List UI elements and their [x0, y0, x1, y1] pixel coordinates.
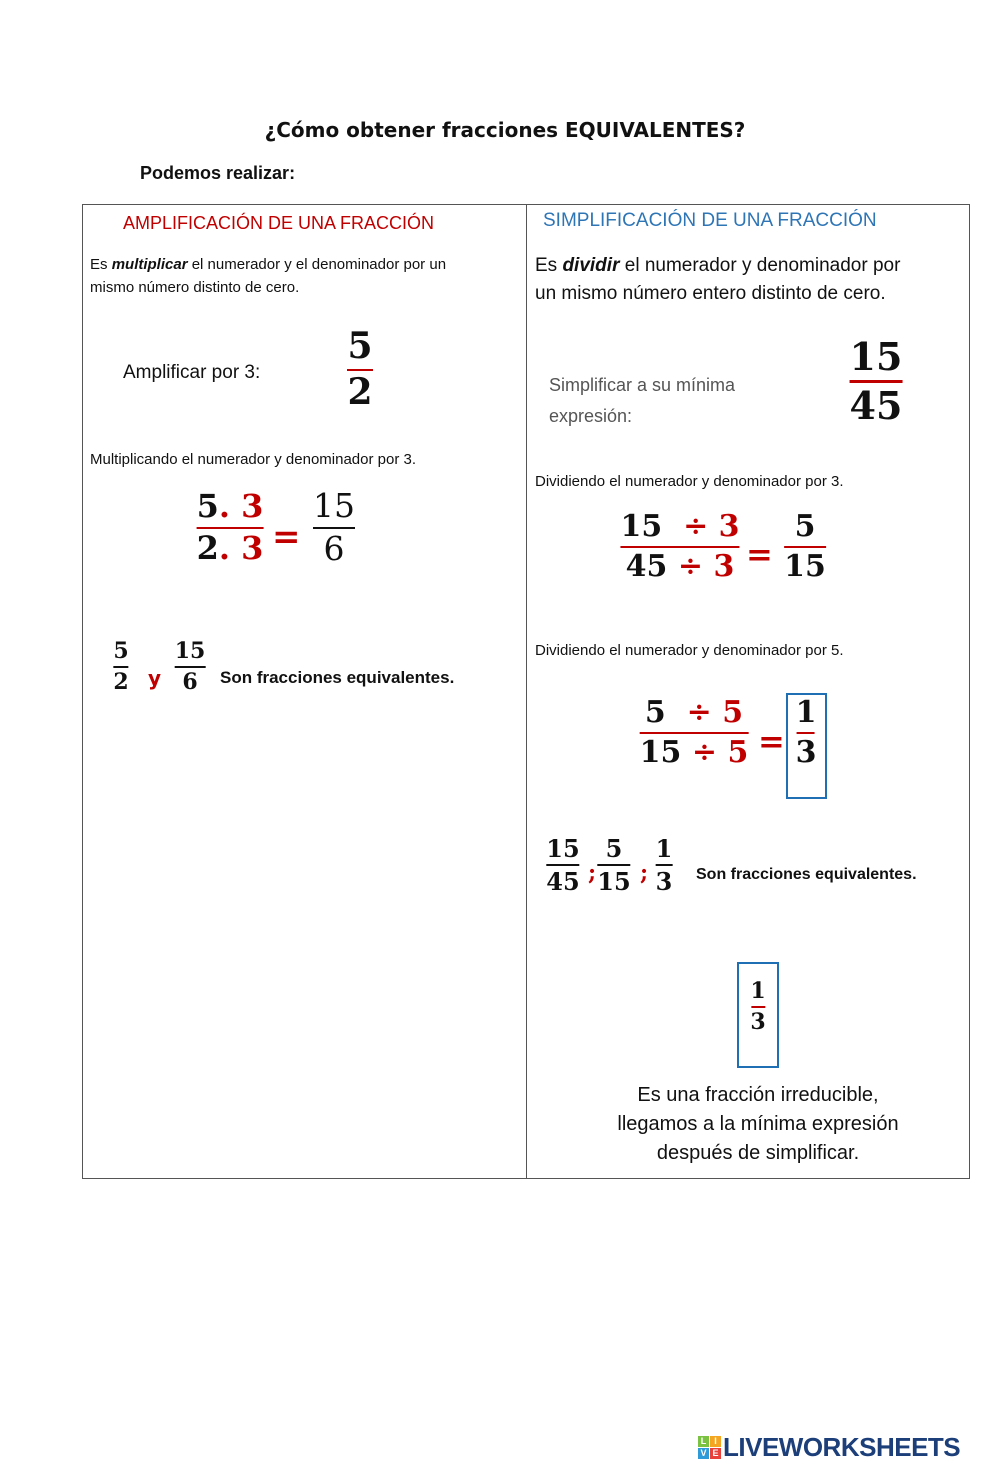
fraction-15-45	[849, 334, 903, 428]
text-part: 1	[795, 695, 817, 730]
text-part: 2	[196, 528, 219, 567]
text-part: 3	[795, 734, 817, 770]
fraction-5-15-small	[597, 834, 631, 897]
separator: ;	[588, 860, 597, 886]
text-part	[645, 697, 743, 729]
text-part	[620, 511, 739, 543]
amplification-description-line2: mismo número distinto de cero.	[90, 279, 300, 296]
text-part: 1	[750, 978, 766, 1004]
simplification-heading: SIMPLIFICACIÓN DE UNA FRACCIÓN	[543, 210, 877, 231]
text-part: 15	[546, 834, 580, 863]
text-part: llegamos a la mínima expresión	[617, 1113, 899, 1135]
text-part: L	[698, 1436, 709, 1447]
text-part: 15	[639, 734, 682, 770]
equals-sign: =	[272, 517, 301, 557]
text-part: 5	[794, 509, 816, 544]
text-part: 5	[113, 638, 129, 664]
fraction-5-2	[347, 325, 373, 413]
fraction-5-2-small	[113, 640, 128, 694]
fraction-bar	[640, 732, 749, 734]
text-part	[625, 548, 735, 584]
desc-prefix: Es	[90, 256, 112, 273]
text-part: . 3	[218, 487, 264, 525]
text-part: ÷ 3	[677, 548, 735, 584]
text-part	[562, 255, 619, 276]
amplification-step: Multiplicando el numerador y denominador por 3.	[90, 451, 417, 468]
liveworksheets-logo[interactable]	[698, 1432, 960, 1463]
text-part: 15	[313, 486, 355, 525]
equals-sign: =	[746, 535, 773, 573]
text-part: 45	[546, 867, 580, 897]
simplification-equation-1-left	[620, 511, 739, 582]
text-part	[639, 734, 749, 770]
text-part: 3	[750, 1009, 766, 1036]
page-title: ¿Cómo obtener fracciones EQUIVALENTES?	[264, 118, 746, 142]
text-part	[196, 528, 264, 567]
desc-rest: el numerador y el denominador por un	[187, 256, 447, 273]
equivalent-statement-left: Son fracciones equivalentes.	[220, 668, 455, 687]
text-part: 1	[655, 834, 673, 863]
text-part	[196, 487, 264, 525]
fraction-15-6-small	[175, 640, 206, 694]
text-part: 3	[655, 867, 673, 897]
fraction-bar	[546, 864, 579, 866]
text-part: 6	[182, 669, 198, 696]
fraction-5-15	[784, 511, 826, 582]
text-part: E	[710, 1448, 721, 1459]
and-word: y	[148, 666, 162, 690]
fraction-bar	[597, 864, 630, 866]
amplification-heading: AMPLIFICACIÓN DE UNA FRACCIÓN	[123, 213, 435, 233]
text-part: 15	[174, 638, 206, 664]
simplification-step-1: Dividiendo el numerador y denominador por 3.	[535, 473, 844, 490]
text-part: Es una fracción irreducible,	[637, 1084, 879, 1106]
simplify-label: Simplificar a su mínima	[549, 375, 736, 395]
text-part: dividir	[562, 255, 620, 276]
text-part	[112, 256, 188, 273]
fraction-1-3-irreducible	[750, 980, 765, 1034]
text-part: después de simplificar.	[656, 1142, 860, 1164]
fraction-bar	[797, 732, 815, 734]
text-part: I	[710, 1436, 721, 1447]
text-part: ÷ 3	[683, 509, 740, 544]
column-divider	[526, 204, 527, 1179]
text-part: . 3	[218, 528, 264, 567]
simplification-equation-2-left	[640, 697, 749, 768]
equivalent-statement-right: Son fracciones equivalentes.	[696, 866, 917, 883]
denominator: 2	[347, 370, 373, 413]
text-part: V	[698, 1448, 709, 1459]
text-part: 2	[113, 669, 129, 696]
text-part: 6	[323, 528, 345, 568]
text-part: 15	[849, 334, 903, 379]
text-part: 5	[196, 487, 219, 525]
fraction-bar	[113, 666, 128, 668]
fraction-bar	[620, 546, 739, 548]
simplification-description	[535, 255, 900, 277]
amplification-description	[90, 256, 446, 273]
amplification-equation-left	[196, 487, 264, 567]
simplification-description-line2: un mismo número entero distinto de cero.	[535, 283, 886, 304]
subtitle: Podemos realizar:	[140, 163, 296, 183]
text-part: Es	[535, 255, 563, 276]
fraction-1-3	[796, 697, 817, 768]
text-part: 5	[605, 834, 623, 863]
text-part: 45	[625, 548, 668, 584]
irreducible-explanation	[558, 1081, 958, 1168]
text-part: 15	[597, 867, 631, 897]
simplification-step-2: Dividiendo el numerador y denominador por 5.	[535, 642, 844, 659]
equals-sign: =	[758, 722, 785, 760]
text-part: ÷ 5	[686, 695, 744, 730]
numerator: 5	[347, 325, 373, 367]
text-part: 45	[849, 382, 903, 428]
fraction-bar	[656, 864, 673, 866]
fraction-bar	[784, 546, 826, 548]
fraction-bar	[751, 1006, 765, 1008]
text-part: 15	[784, 548, 826, 584]
text-part: ÷ 5	[691, 734, 749, 770]
fraction-15-6	[313, 486, 355, 568]
amplify-label: Amplificar por 3:	[123, 362, 261, 383]
logo-text: LIVEWORKSHEETS	[723, 1432, 961, 1462]
separator: ;	[640, 860, 649, 886]
text-part: el numerador y denominador por	[619, 255, 901, 276]
live-badge-icon	[698, 1436, 721, 1459]
fraction-15-45-small	[546, 834, 580, 897]
fraction-bar	[175, 666, 206, 668]
text-part: 15	[620, 509, 663, 544]
simplify-label-line2: expresión:	[549, 406, 633, 426]
text-part: 5	[644, 695, 666, 730]
fraction-1-3-small	[655, 834, 673, 897]
desc-emphasis: multiplicar	[111, 256, 188, 273]
